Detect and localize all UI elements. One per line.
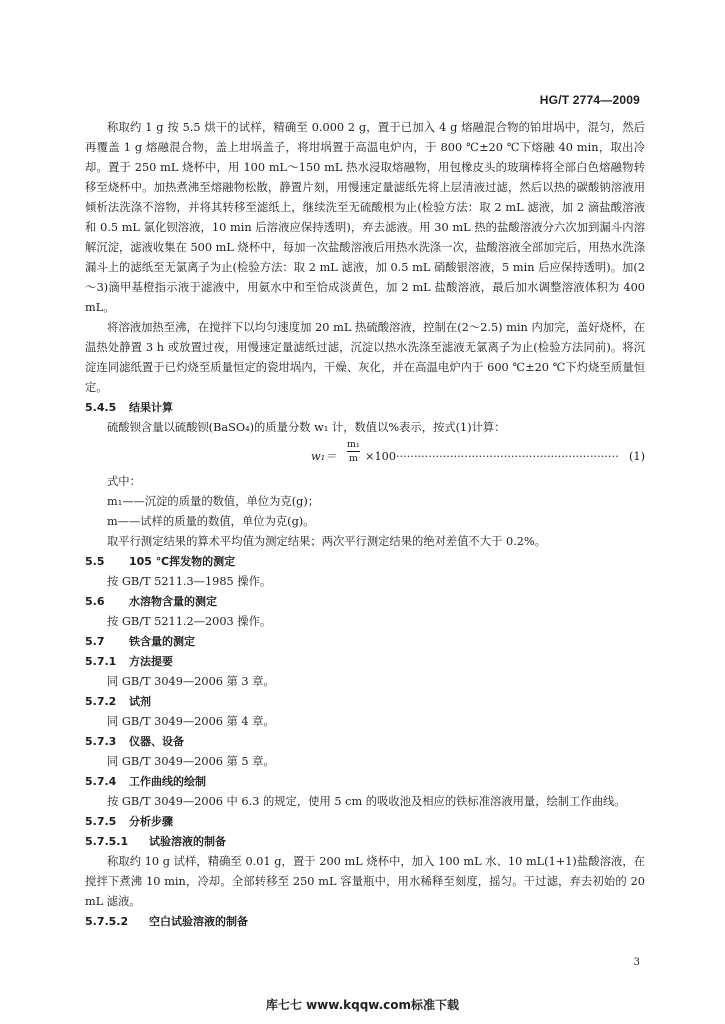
formula-1 <box>85 438 645 472</box>
formula-denominator: m <box>348 453 358 464</box>
section-title: 结果计算 <box>129 401 173 414</box>
section-number: 5.7.5 <box>85 815 117 828</box>
formula-leader-dots: ······························································ <box>396 450 619 463</box>
formula-rest <box>365 447 619 467</box>
section-title: 铁含量的测定 <box>129 635 195 648</box>
section-5-7-heading <box>85 632 645 652</box>
section-title: 仪器、设备 <box>129 735 184 748</box>
section-5-6-heading <box>85 592 645 612</box>
section-number: 5.7.1 <box>85 655 117 668</box>
section-5-4-5-heading <box>85 398 645 418</box>
section-title: 空白试验溶液的制备 <box>149 915 248 928</box>
section-5-7-3-heading <box>85 732 645 752</box>
section-title: 水溶物含量的测定 <box>129 595 217 608</box>
section-title: 分析步骤 <box>129 815 173 828</box>
paragraph-precipitation: 将溶液加热至沸，在搅拌下以均匀速度加 20 mL 热硫酸溶液，控制在(2～2.5) min 内加完，盖好烧杯，在温热处静置 3 h 或放置过夜，用慢速定量滤纸过滤，沉淀以热水洗涤至滤液无氯离子为止(检验方法同前)。将沉淀连同滤纸置于已灼烧至质量恒定的瓷坩埚内，干燥、灰化，并在高温电炉内于 600 ℃±20 ℃下灼烧至质量恒定。 <box>85 321 645 394</box>
formula-multiplier: ×100 <box>365 450 397 463</box>
section-title: 方法提要 <box>129 655 173 668</box>
formula-intro: 硫酸钡含量以硫酸钡(BaSO₄)的质量分数 w₁ 计，数值以%表示，按式(1)计算： <box>107 421 506 434</box>
section-title: 105 ℃挥发物的测定 <box>129 555 236 568</box>
section-5-7-2-text: 同 GB/T 3049—2006 第 4 章。 <box>107 715 275 728</box>
document-body <box>85 118 645 932</box>
where-label: 式中： <box>107 475 141 488</box>
formula-lhs: w₁＝ <box>311 450 337 463</box>
paragraph-sample-fusion: 称取约 1 g 按 5.5 烘干的试样，精确至 0.000 2 g，置于已加入 4 g 熔融混合物的铂坩埚中，混匀，然后再覆盖 1 g 熔融混合物，盖上坩埚盖子，将坩埚置于高温电炉内，于 800 ℃±20 ℃下熔融 40 min，取出冷却。置于 250 mL 烧杯中，用 100 mL～150 mL 热水浸取熔融物，用包橡皮头的玻璃棒将全部白色熔融物转移至烧杯中。加热煮沸至熔融物松散，静置片刻，用慢速定量滤纸先将上层清液过滤，然后以热的碳酸钠溶液用倾析法洗涤不溶物，并将其转移至滤纸上，继续洗至无硫酸根为止(检验方法：取 2 mL 滤液，加 2 滴盐酸溶液和 0.5 mL 氯化钡溶液，10 min 后溶液应保持透明)，弃去滤液。用 30 mL 热的盐酸溶液分六次加到漏斗内溶解沉淀，滤液收集在 500 mL 烧杯中，每加一次盐酸溶液后用热水洗涤一次，盐酸溶液全部加完后，用热水洗涤漏斗上的滤纸至无氯离子为止(检验方法：取 2 mL 滤液，加 0.5 mL 硝酸银溶液，5 min 后应保持透明)。加(2～3)滴甲基橙指示液于滤液中，用氨水中和至恰成淡黄色，加 2 mL 盐酸溶液，最后加水调整溶液体积为 400 mL。 <box>85 121 645 314</box>
section-5-5-text: 按 GB/T 5211.3—1985 操作。 <box>107 575 272 588</box>
page-number: 3 <box>633 957 640 968</box>
formula-fraction <box>347 438 360 465</box>
formula-number: (1) <box>628 450 645 463</box>
section-5-5-heading <box>85 552 645 572</box>
section-number: 5.7.5.2 <box>85 915 129 928</box>
section-5-7-2-heading <box>85 692 645 712</box>
section-5-6-text: 按 GB/T 5211.2—2003 操作。 <box>107 615 272 628</box>
section-5-7-4-heading <box>85 772 645 792</box>
variable-m1-definition: m₁——沉淀的质量的数值，单位为克(g)； <box>107 495 320 508</box>
section-title: 试剂 <box>129 695 151 708</box>
section-5-7-1-text: 同 GB/T 3049—2006 第 3 章。 <box>107 675 275 688</box>
section-number: 5.5 <box>85 555 105 568</box>
section-5-7-5-2-heading <box>85 912 645 932</box>
section-title: 试验溶液的制备 <box>149 835 226 848</box>
section-5-7-3-text: 同 GB/T 3049—2006 第 5 章。 <box>107 755 275 768</box>
section-number: 5.7.3 <box>85 735 117 748</box>
section-number: 5.6 <box>85 595 105 608</box>
section-title: 工作曲线的绘制 <box>129 775 206 788</box>
section-number: 5.7.5.1 <box>85 835 129 848</box>
section-number: 5.7.4 <box>85 775 117 788</box>
footer-watermark: 库七七 www.kqqw.com标准下载 <box>265 998 460 1012</box>
section-number: 5.7 <box>85 635 105 648</box>
section-5-7-5-heading <box>85 812 645 832</box>
standard-code: HG/T 2774—2009 <box>539 93 640 107</box>
formula-numerator: m₁ <box>347 439 360 450</box>
section-5-7-1-heading <box>85 652 645 672</box>
result-conclusion: 取平行测定结果的算术平均值为测定结果；两次平行测定结果的绝对差值不大于 0.2%。 <box>107 535 546 548</box>
section-number: 5.4.5 <box>85 401 117 414</box>
section-5-7-5-1-text: 称取约 10 g 试样，精确至 0.01 g，置于 200 mL 烧杯中，加入 100 mL 水、10 mL(1+1)盐酸溶液，在搅拌下煮沸 10 min，冷却。全部转移至 250 mL 容量瓶中，用水稀释至刻度，摇匀。干过滤，弃去初始的 20 mL 滤液。 <box>85 855 645 908</box>
section-5-7-4-text: 按 GB/T 3049—2006 中 6.3 的规定，使用 5 cm 的吸收池及相应的铁标准溶液用量，绘制工作曲线。 <box>107 795 626 808</box>
section-5-7-5-1-heading <box>85 832 645 852</box>
section-number: 5.7.2 <box>85 695 117 708</box>
variable-m-definition: m——试样的质量的数值，单位为克(g)。 <box>107 515 315 528</box>
